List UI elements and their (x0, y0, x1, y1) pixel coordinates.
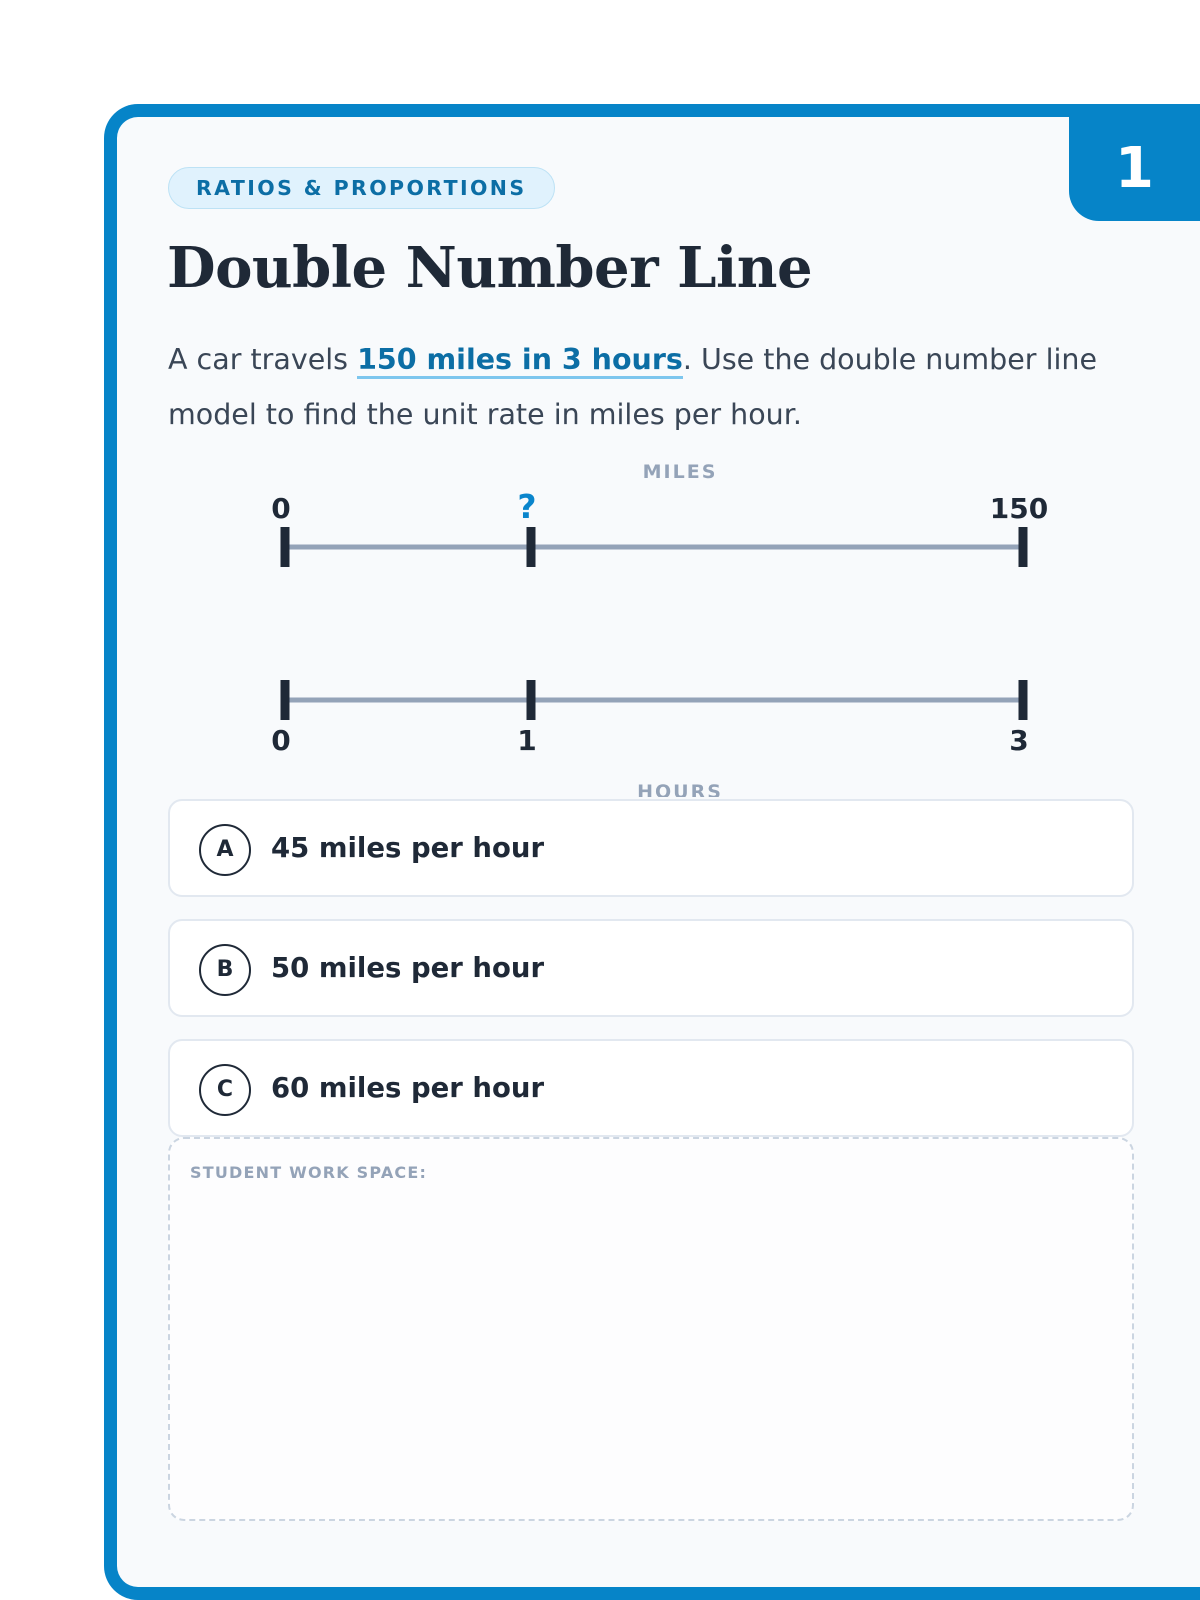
miles-tick-label-0: 0 (271, 492, 291, 525)
hours-ticks (271, 680, 1028, 757)
miles-tick-0 (281, 527, 290, 567)
option-letter: B (199, 944, 251, 996)
miles-tick-label-1: ? (517, 487, 537, 526)
answer-option-b[interactable] (168, 919, 1134, 1017)
hours-tick-label-0: 0 (271, 724, 291, 757)
hours-tick-1 (527, 680, 536, 720)
double-number-line (117, 117, 1200, 797)
question-number-badge: 1 (1069, 117, 1200, 221)
option-letter: A (199, 824, 251, 876)
option-text: 50 miles per hour (271, 952, 545, 984)
option-letter: C (199, 1064, 251, 1116)
miles-ticks (271, 487, 1048, 567)
miles-tick-label-2: 150 (989, 492, 1049, 525)
hours-tick-label-2: 3 (1009, 724, 1029, 757)
answer-option-c[interactable] (168, 1039, 1134, 1137)
option-text: 45 miles per hour (271, 832, 545, 864)
question-card (104, 104, 1200, 1600)
hours-tick-label-1: 1 (517, 724, 537, 757)
topic-tag: RATIOS & PROPORTIONS (168, 167, 555, 209)
prompt-text-end: . Use the double number line model to find the unit rate in miles per hour. (168, 343, 1098, 431)
hours-tick-2 (1019, 680, 1028, 720)
question-title: Double Number Line (167, 235, 813, 301)
option-text: 60 miles per hour (271, 1072, 545, 1104)
student-work-space[interactable] (168, 1137, 1134, 1521)
work-space-label: STUDENT WORK SPACE: (190, 1163, 428, 1182)
hours-axis-label: HOURS (637, 781, 723, 797)
prompt-text-start: A car travels (168, 343, 358, 376)
miles-tick-2 (1019, 527, 1028, 567)
miles-tick-1 (527, 527, 536, 567)
hours-tick-0 (281, 680, 290, 720)
prompt-highlight: 150 miles in 3 hours (357, 343, 683, 379)
answer-option-a[interactable] (168, 799, 1134, 897)
miles-axis-label: MILES (642, 461, 718, 483)
